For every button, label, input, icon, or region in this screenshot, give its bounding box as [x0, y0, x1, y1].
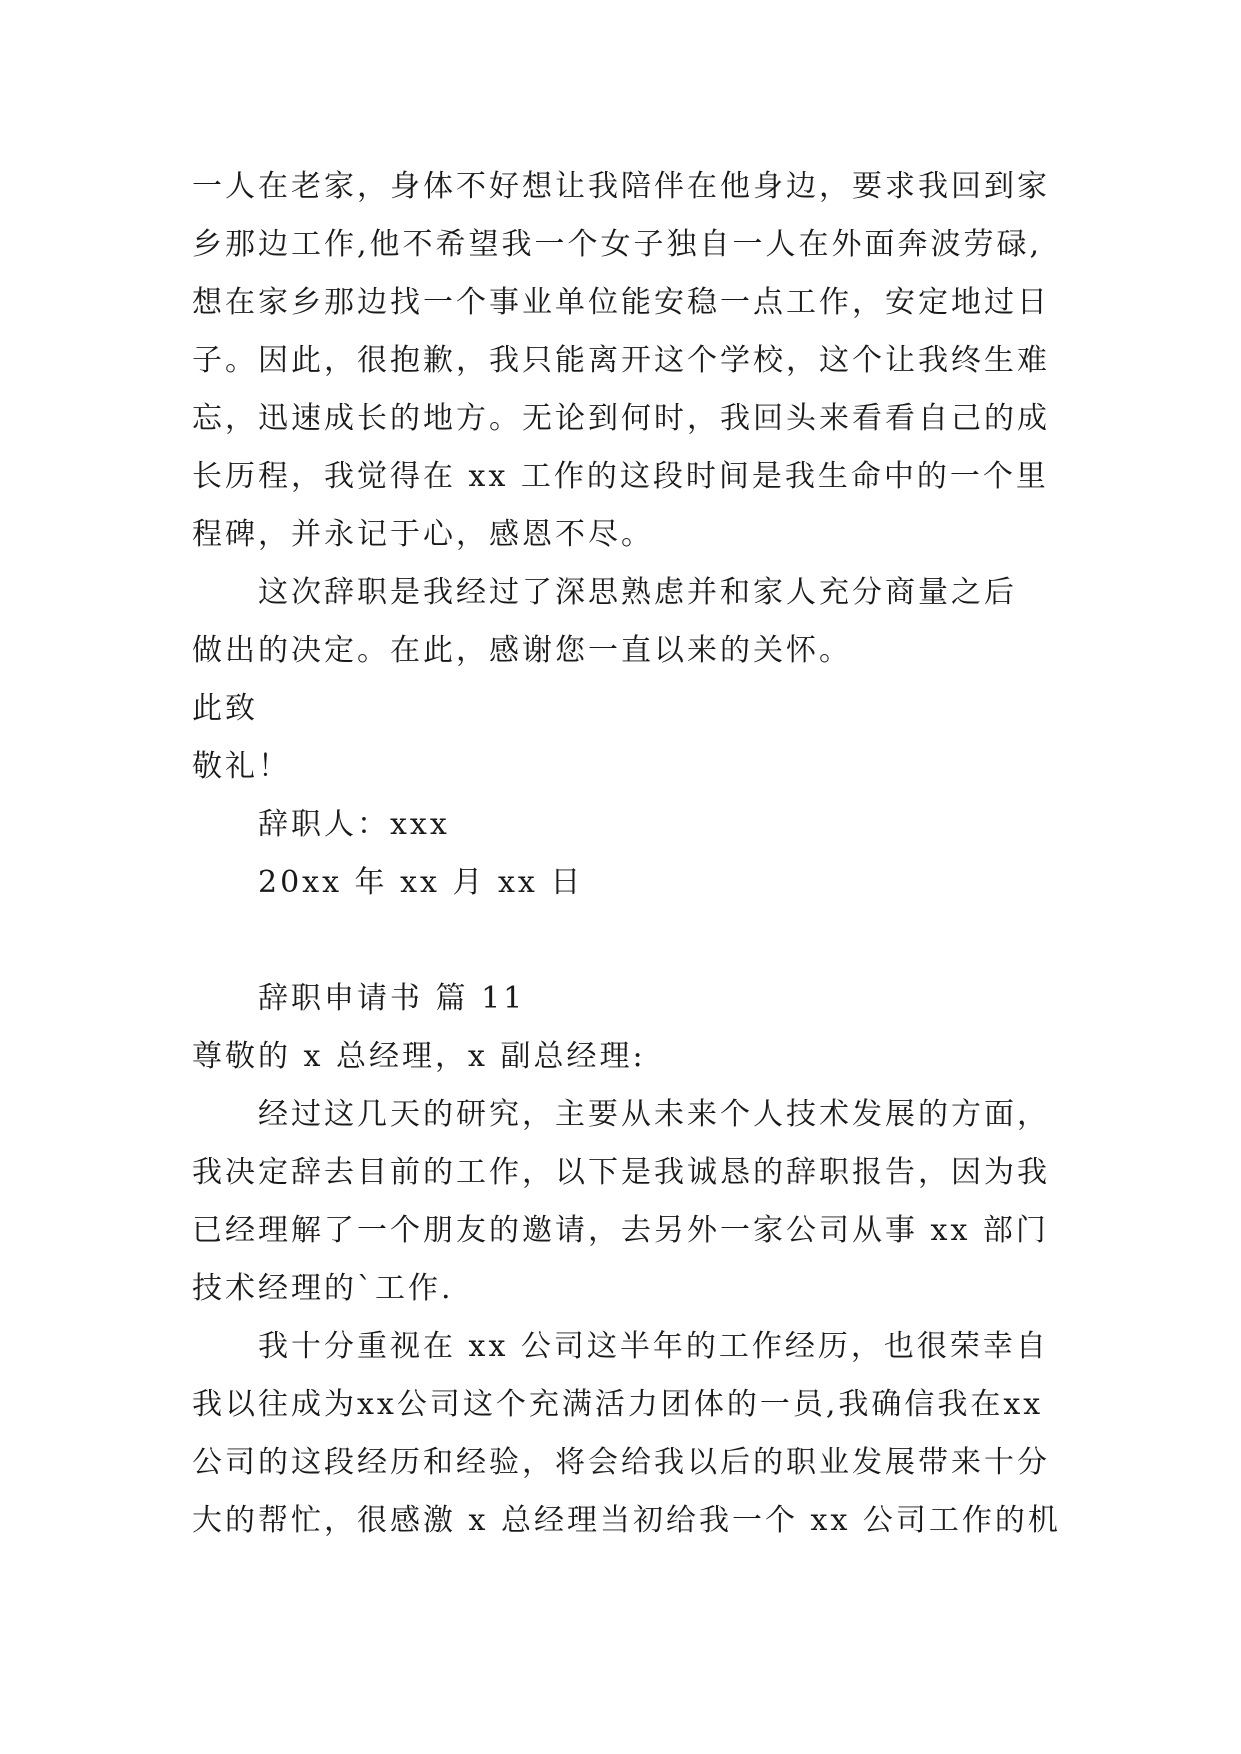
- section-title: 辞职申请书 篇 11: [258, 981, 526, 1016]
- text-line: 大的帮忙，很感激 x 总经理当初给我一个 xx 公司工作的机: [192, 1503, 1061, 1538]
- closing-salute: 敬礼！: [192, 749, 291, 784]
- text-line: 公司的这段经历和经验，将会给我以后的职业发展带来十分: [192, 1445, 1050, 1480]
- signer-line: 辞职人：xxx: [258, 807, 450, 842]
- text-line: 长历程，我觉得在 xx 工作的这段时间是我生命中的一个里: [192, 459, 1049, 494]
- paragraph-first-line: 这次辞职是我经过了深思熟虑并和家人充分商量之后: [258, 575, 1017, 610]
- closing-greeting: 此致: [192, 691, 258, 726]
- text-line: 乡那边工作,他不希望我一个女子独自一人在外面奔波劳碌,: [192, 227, 1043, 262]
- text-line: 技术经理的`工作.: [192, 1271, 454, 1306]
- text-line: 想在家乡那边找一个事业单位能安稳一点工作，安定地过日: [192, 285, 1050, 320]
- text-line: 我决定辞去目前的工作，以下是我诚恳的辞职报告，因为我: [192, 1155, 1050, 1190]
- text-line: 已经理解了一个朋友的邀请，去另外一家公司从事 xx 部门: [192, 1213, 1049, 1248]
- text-line: 程碑，并永记于心，感恩不尽。: [192, 517, 654, 552]
- paragraph-first-line: 经过这几天的研究，主要从未来个人技术发展的方面，: [258, 1097, 1050, 1132]
- section-gap: [192, 912, 1052, 970]
- text-line: 子。因此，很抱歉，我只能离开这个学校，这个让我终生难: [192, 343, 1050, 378]
- salutation-line: 尊敬的 x 总经理，x 副总经理:: [192, 1039, 646, 1074]
- document-body: [192, 158, 1061, 1550]
- text-line: 我以往成为xx公司这个充满活力团体的一员,我确信我在xx: [192, 1387, 1044, 1422]
- paragraph-first-line: 我十分重视在 xx 公司这半年的工作经历，也很荣幸自: [258, 1329, 1049, 1364]
- date-line: 20xx 年 xx 月 xx 日: [258, 865, 584, 900]
- text-line: 忘，迅速成长的地方。无论到何时，我回头来看看自己的成: [192, 401, 1050, 436]
- text-line: 做出的决定。在此，感谢您一直以来的关怀。: [192, 633, 852, 668]
- text-line: 一人在老家，身体不好想让我陪伴在他身边，要求我回到家: [192, 169, 1050, 204]
